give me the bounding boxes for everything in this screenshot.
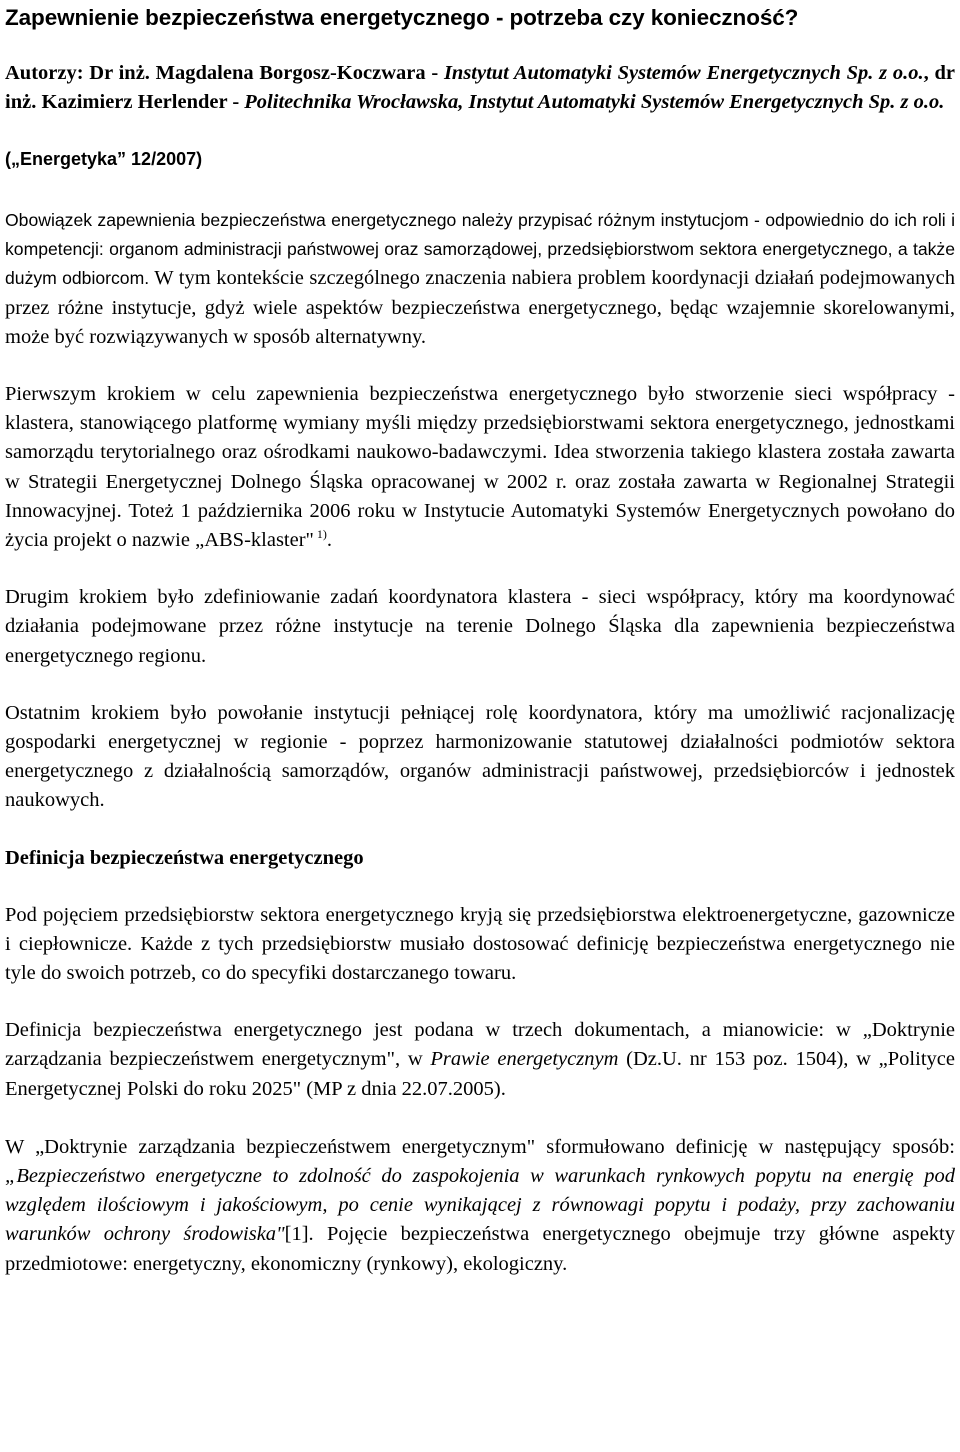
paragraph-7-b: [1]. Pojęcie bezpieczeństwa energetycznego obejmuje trzy główne aspekty przedmiotowe: energetyczny, ekonomiczny (rynkowy), ekologiczny. (5, 1223, 955, 1275)
paragraph-3: Drugim krokiem było zdefiniowanie zadań koordynatora klastera - sieci współpracy, który ma koordynować działania podejmowane przez różne instytucje na terenie Dolnego Śląska dla zapewnienia bezpieczeństwa energetycznego regionu. (5, 586, 955, 667)
author1-institution: Instytut Automatyki Systemów Energetycznych Sp. z o.o. (443, 62, 924, 84)
paragraph-4: Ostatnim krokiem było powołanie instytucji pełniącej rolę koordynatora, który ma umożliwić racjonalizację gospodarki energetycznej w regionie - poprzez harmonizowanie statutowej działalności podmiotów sektora energetycznego z działalnością samorządów, organów administracji państwowej, przedsiębiorców i jednostek naukowych. (5, 701, 955, 812)
paragraph-6 (5, 1016, 955, 1104)
document-page (5, 0, 955, 1279)
author2-institution: Politechnika Wrocławska, Instytut Automatyki Systemów Energetycznych Sp. z o.o. (244, 91, 945, 113)
paragraph-2 (5, 380, 955, 555)
authors-mid: , dr inż. Kazimierz Herlender - (5, 62, 956, 113)
article-title: Zapewnienie bezpieczeństwa energetycznego - potrzeba czy konieczność? (5, 5, 799, 30)
definition-quote: „Bezpieczeństwo energetyczne to zdolność do zaspokojenia w warunkach rynkowych popytu na energię pod względem ilościowym i jakościowym, po cenie wynikającej z równowagi popytu i podaży, przy zachowaniu warunków ochrony środowiska" (5, 1165, 955, 1246)
section-heading: Definicja bezpieczeństwa energetycznego (5, 846, 364, 869)
source-citation: („Energetyka” 12/2007) (5, 149, 203, 169)
paragraph-2-end: . (326, 529, 333, 552)
paragraph-1-serif-part: W tym kontekście szczególnego znaczenia nabiera problem koordynacji działań podejmowanych przez różne instytucje, gdyż wiele aspektów bezpieczeństwa energetycznego, będąc wzajemnie skorelowanymi, może być rozwiązywanych w sposób alternatywny. (5, 267, 955, 348)
paragraph-1-sans-part: Obowiązek zapewnienia bezpieczeństwa energetycznego należy przypisać różnym instytucjom - odpowiednio do ich roli i kompetencji: organom administracji państwowej oraz samorządowej, przedsiębiorstwom sektora energetycznego, a także dużym odbiorcom. (5, 210, 955, 289)
footnote-ref: 1) (313, 527, 327, 542)
authors-prefix: Autorzy: Dr inż. Magdalena Borgosz-Koczwara - (5, 62, 444, 84)
paragraph-6-a: Definicja bezpieczeństwa energetycznego jest podana w trzech dokumentach, a mianowicie: w „Doktrynie zarządzania bezpieczeństwem energetycznym", w (5, 1019, 955, 1071)
paragraph-2-text: Pierwszym krokiem w celu zapewnienia bezpieczeństwa energetycznego było stworzenie sieci współpracy - klastera, stanowiącego platformę wymiany myśli między przedsiębiorstwami sektora energetycznego, jednostkami samorządu terytorialnego oraz ośrodkami naukowo-badawczymi. Idea stworzenia takiego klastera została zawarta w Strategii Energetycznej Dolnego Śląska opracowanej w 2002 r. oraz została zawarta w Regionalnej Strategii Innowacyjnej. Toteż 1 października 2006 roku w Instytucie Automatyki Systemów Energetycznych powołano do życia projekt o nazwie „ABS-klaster" (5, 383, 955, 552)
paragraph-7 (5, 1133, 955, 1279)
paragraph-1 (5, 206, 955, 352)
paragraph-7-a: W „Doktrynie zarządzania bezpieczeństwem energetycznym" sformułowano definicję w następujący sposób: (5, 1135, 955, 1158)
paragraph-5: Pod pojęciem przedsiębiorstw sektora energetycznego kryją się przedsiębiorstwa elektroenergetyczne, gazownicze i ciepłownicze. Każde z tych przedsiębiorstw musiało dostosować definicję bezpieczeństwa energetycznego nie tyle do swoich potrzeb, co do specyfiki dostarczanego towaru. (5, 903, 955, 985)
authors-block (5, 59, 955, 117)
paragraph-6-italic: Prawie energetycznym (430, 1048, 619, 1071)
paragraph-6-b: (Dz.U. nr 153 poz. 1504), w „Polityce Energetycznej Polski do roku 2025" (MP z dnia 22.07.2005). (5, 1048, 955, 1100)
